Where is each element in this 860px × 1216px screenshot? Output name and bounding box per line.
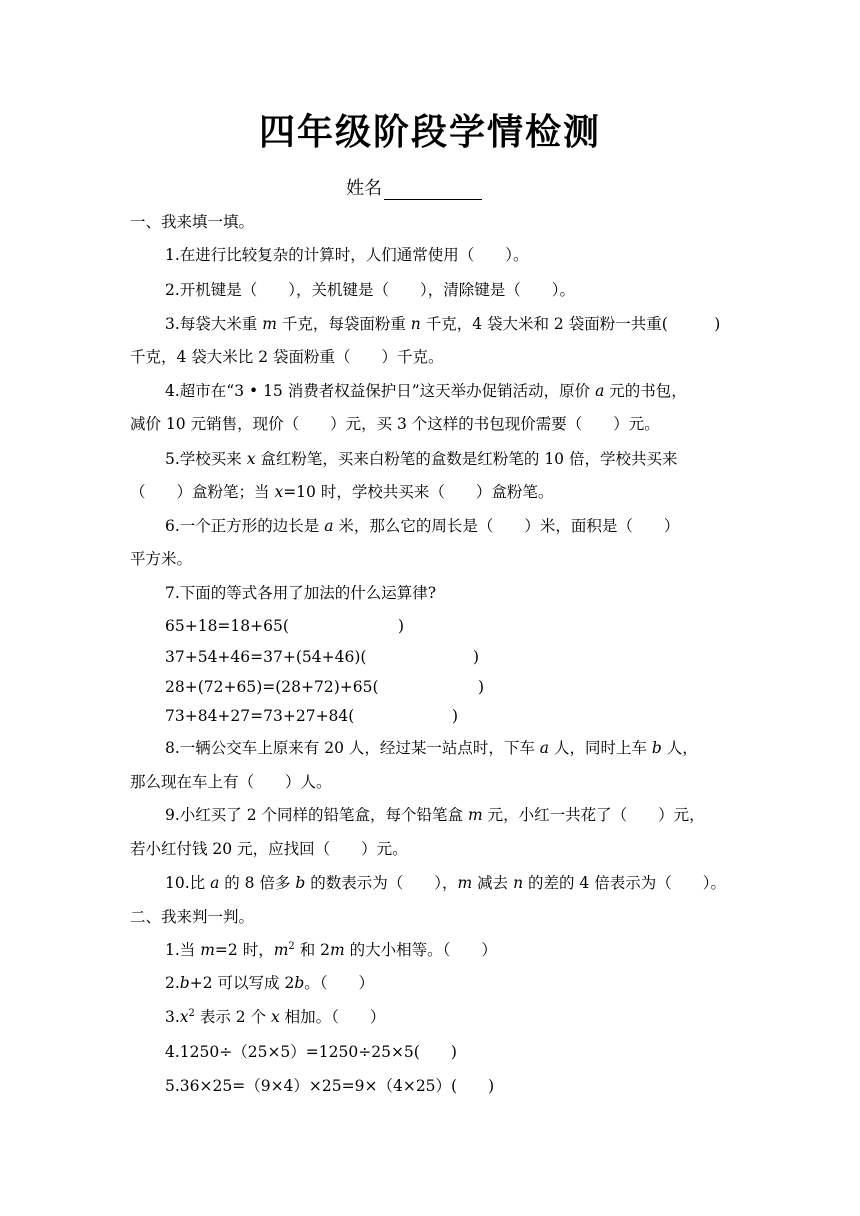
section-2-heading: 二、我来判一判。 <box>130 908 255 926</box>
name-label: 姓名 <box>346 178 382 199</box>
question-7-close-3: ) <box>478 678 485 696</box>
judge-4: 4.1250÷（25×5）=1250÷25×5( ) <box>165 1043 457 1061</box>
question-9-line-2: 若小红付钱 20 元，应找回（ ）元。 <box>130 840 408 858</box>
question-6-line-1: 6.一个正方形的边长是 a 米，那么它的周长是（ ）米，面积是（ ） <box>165 517 680 535</box>
question-5-line-2: （ ）盒粉笔；当 x=10 时，学校共买来（ ）盒粉笔。 <box>130 483 554 501</box>
name-field[interactable] <box>346 174 482 200</box>
question-1: 1.在进行比较复杂的计算时，人们通常使用（ ）。 <box>165 246 529 264</box>
question-6-line-2: 平方米。 <box>130 550 193 568</box>
judge-2: 2.b+2 可以写成 2b。（ ） <box>165 974 375 992</box>
question-3-line-2: 千克，4 袋大米比 2 袋面粉重（ ）千克。 <box>130 348 444 366</box>
question-7-equation-2: 37+54+46=37+(54+46)( <box>165 648 367 666</box>
question-4-line-2: 减价 10 元销售，现价（ ）元，买 3 个这样的书包现价需要（ ）元。 <box>130 415 660 433</box>
question-4-line-1: 4.超市在“3 • 15 消费者权益保护日”这天举办促销活动，原价 a 元的书包， <box>165 382 687 400</box>
judge-1: 1.当 m=2 时，$m^2$ 和 2m 的大小相等。（ ） <box>165 941 497 959</box>
page-title: 四年级阶段学情检测 <box>258 111 601 153</box>
question-2: 2.开机键是（ ），关机键是（ ），清除键是（ ）。 <box>165 281 576 299</box>
question-7-equation-3: 28+(72+65)=(28+72)+65( <box>165 678 379 696</box>
section-1-heading: 一、我来填一填。 <box>130 213 255 231</box>
question-10: 10.比 a 的 8 倍多 b 的数表示为（ ），m 减去 n 的差的 4 倍表示为（ ）。 <box>165 874 726 892</box>
judge-5: 5.36×25=（9×4）×25=9×（4×25）( ) <box>165 1077 495 1095</box>
question-5-line-1: 5.学校买来 x 盒红粉笔，买来白粉笔的盒数是红粉笔的 10 倍，学校共买来 <box>165 450 678 468</box>
question-7-equation-1: 65+18=18+65( <box>165 617 289 635</box>
question-8-line-1: 8.一辆公交车上原来有 20 人，经过某一站点时，下车 a 人，同时上车 b 人， <box>165 739 698 757</box>
question-7-close-1: ) <box>398 617 405 635</box>
question-7-close-4: ) <box>452 707 459 725</box>
question-7: 7.下面的等式各用了加法的什么运算律? <box>165 584 437 602</box>
question-9-line-1: 9.小红买了 2 个同样的铅笔盒，每个铅笔盒 m 元，小红一共花了（ ）元， <box>165 806 705 824</box>
question-7-close-2: ) <box>473 648 480 666</box>
question-7-equation-4: 73+84+27=73+27+84( <box>165 707 355 725</box>
name-blank[interactable] <box>384 181 482 200</box>
question-3-line-1: 3.每袋大米重 m 千克，每袋面粉重 n 千克，4 袋大米和 2 袋面粉一共重( ) <box>165 315 721 333</box>
question-8-line-2: 那么现在车上有（ ）人。 <box>130 773 332 791</box>
judge-3: $3.x^2$ 表示 2 个 x 相加。（ ） <box>165 1008 386 1026</box>
